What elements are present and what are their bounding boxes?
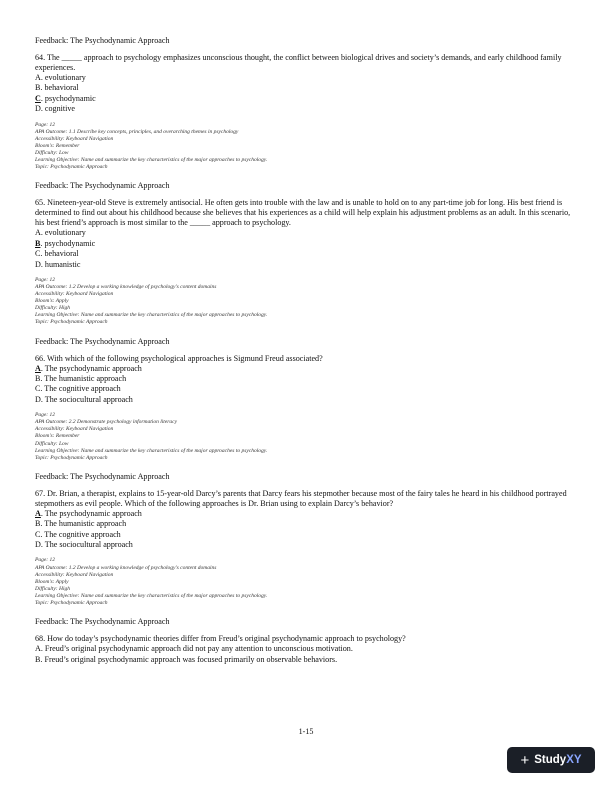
option-text: . humanistic: [40, 259, 81, 269]
plus-icon: +: [520, 751, 530, 769]
option-letter: A: [35, 228, 41, 238]
option-letter: D: [35, 259, 41, 269]
option-text: . evolutionary: [40, 228, 86, 238]
option-letter: D: [35, 104, 41, 114]
answer-option: [35, 530, 580, 540]
metadata-line: Page: 12: [35, 557, 56, 564]
metadata-line: Difficulty: High: [35, 585, 70, 592]
question-metadata: [35, 122, 580, 172]
option-letter: A: [35, 363, 41, 373]
question-block: [35, 354, 580, 462]
answer-option-correct: [35, 239, 580, 249]
question-metadata: [35, 277, 580, 327]
metadata-line: Accessibility: Keyboard Navigation: [35, 291, 114, 298]
document-page: [35, 36, 580, 675]
answer-option-correct: [35, 94, 580, 104]
metadata-line: Learning Objective: Name and summarize the key characteristics of the major approaches to psychology.: [35, 447, 268, 454]
option-text: . The humanistic approach: [40, 519, 127, 529]
question-block: [35, 53, 580, 171]
metadata-line: Bloom's: Apply: [35, 578, 69, 585]
metadata-line: Topic: Psychodynamic Approach: [35, 600, 108, 607]
question-stem: 65. Nineteen-year-old Steve is extremely antisocial. He often gets into trouble with the law and is unable to hold on to any part-time job for long. His best friend is determined to find out about his childhood because she believes that his experiences as a child will help explain his adjustment problems as an adult. In this scenario, his best friend’s approach is most similar to the _____ approach to psychology.: [35, 198, 571, 228]
option-letter: C: [35, 249, 41, 259]
option-letter: C: [35, 93, 41, 103]
option-letter: B: [35, 83, 41, 93]
metadata-line: Difficulty: Low: [35, 440, 69, 447]
metadata-line: Topic: Psychodynamic Approach: [35, 164, 108, 171]
metadata-line: Learning Objective: Name and summarize the key characteristics of the major approaches to psychology.: [35, 592, 268, 599]
option-letter: C: [35, 384, 41, 394]
answer-option: [35, 374, 580, 384]
metadata-line: APA Outcome: 1.2 Develop a working knowledge of psychology's content domains: [35, 284, 217, 290]
metadata-line: APA Outcome: 2.2 Demonstrate psychology information literacy: [35, 419, 178, 426]
option-letter: A: [35, 508, 41, 518]
metadata-line: Accessibility: Keyboard Navigation: [35, 426, 114, 433]
answer-option: [35, 83, 580, 93]
option-text: . The humanistic approach: [40, 373, 127, 383]
option-text: . behavioral: [40, 83, 79, 93]
option-text: . psychodynamic: [40, 238, 96, 248]
option-text: . psychodynamic: [40, 93, 96, 103]
answer-options: [35, 644, 580, 665]
metadata-line: Difficulty: Low: [35, 150, 69, 156]
answer-option: [35, 260, 580, 270]
metadata-line: Learning Objective: Name and summarize the key characteristics of the major approaches to psychology.: [35, 157, 268, 164]
answer-option: [35, 249, 580, 259]
metadata-line: APA Outcome: 1.2 Develop a working knowledge of psychology's content domains: [35, 564, 217, 571]
question-stem: 67. Dr. Brian, a therapist, explains to 15-year-old Darcy’s parents that Darcy fears his stepmother because most of the fairy tales he heard in his childhood portrayed stepmothers as evil people. Which of the following approaches is Dr. Brian using to explain Darcy’s behavior?: [35, 488, 567, 508]
answer-option: [35, 395, 580, 405]
answer-option-correct: [35, 364, 580, 374]
option-letter: A: [35, 644, 41, 654]
answer-option: [35, 644, 580, 654]
feedback-line: Feedback: The Psychodynamic Approach: [35, 36, 170, 45]
metadata-line: Page: 12: [35, 121, 56, 128]
answer-option: [35, 655, 580, 665]
answer-options: [35, 364, 580, 406]
brand-prefix: Study: [534, 754, 567, 766]
option-letter: D: [35, 540, 41, 550]
option-letter: B: [35, 519, 41, 529]
question-block: [35, 489, 580, 607]
answer-options: [35, 228, 580, 270]
metadata-line: Topic: Psychodynamic Approach: [35, 454, 108, 461]
feedback-line: Feedback: The Psychodynamic Approach: [35, 336, 170, 346]
option-text: . The sociocultural approach: [40, 394, 133, 404]
answer-option: [35, 384, 580, 394]
option-letter: D: [35, 394, 41, 404]
answer-option: [35, 73, 580, 83]
option-text: . Freud’s original psychodynamic approach was focused primarily on observable behaviors.: [40, 654, 338, 664]
studyxy-badge[interactable]: [507, 747, 595, 773]
option-text: . behavioral: [40, 249, 79, 259]
metadata-line: Bloom's: Remember: [35, 433, 80, 440]
question-stem: 66. With which of the following psychological approaches is Sigmund Freud associated?: [35, 353, 323, 363]
answer-option: [35, 540, 580, 550]
feedback-line: Feedback: The Psychodynamic Approach: [35, 181, 170, 191]
question-stem: 64. The _____ approach to psychology emphasizes unconscious thought, the conflict between biological drives and society’s demands, and early childhood family experiences.: [35, 53, 562, 72]
option-text: . The cognitive approach: [40, 384, 121, 394]
question-stem: 68. How do today’s psychodynamic theories differ from Freud’s original psychodynamic approach to psychology?: [35, 634, 406, 644]
option-letter: A: [35, 73, 41, 82]
option-letter: B: [35, 654, 41, 664]
answer-option: [35, 104, 580, 114]
option-letter: B: [35, 373, 41, 383]
brand-highlight: XY: [566, 754, 582, 766]
metadata-line: Bloom's: Remember: [35, 142, 80, 149]
metadata-line: Accessibility: Keyboard Navigation: [35, 571, 114, 578]
metadata-line: Topic: Psychodynamic Approach: [35, 319, 108, 326]
question-metadata: [35, 412, 580, 462]
option-text: . evolutionary: [40, 73, 86, 82]
answer-options: [35, 73, 580, 115]
metadata-line: Bloom's: Apply: [35, 298, 69, 305]
metadata-line: Page: 12: [35, 412, 56, 419]
answer-option: [35, 519, 580, 529]
metadata-line: Learning Objective: Name and summarize the key characteristics of the major approaches to psychology.: [35, 312, 268, 319]
feedback-line: Feedback: The Psychodynamic Approach: [35, 471, 170, 481]
question-metadata: [35, 557, 580, 607]
answer-option-correct: [35, 509, 580, 519]
metadata-line: APA Outcome: 1.1 Describe key concepts, principles, and overarching themes in psychology: [35, 128, 239, 135]
question-block: [35, 198, 580, 326]
question-block: [35, 634, 580, 665]
page-number: 1-15: [298, 727, 314, 736]
option-letter: C: [35, 529, 41, 539]
option-text: . Freud’s original psychodynamic approach did not pay any attention to unconscious motivation.: [40, 644, 353, 654]
metadata-line: Accessibility: Keyboard Navigation: [35, 135, 114, 142]
answer-options: [35, 509, 580, 551]
metadata-line: Difficulty: High: [35, 305, 70, 312]
option-text: . cognitive: [40, 104, 76, 114]
option-letter: B: [35, 238, 41, 248]
metadata-line: Page: 12: [35, 276, 56, 283]
feedback-line: Feedback: The Psychodynamic Approach: [35, 617, 170, 627]
option-text: . The psychodynamic approach: [40, 508, 142, 518]
option-text: . The sociocultural approach: [40, 540, 133, 550]
option-text: . The psychodynamic approach: [40, 363, 142, 373]
option-text: . The cognitive approach: [40, 529, 121, 539]
answer-option: [35, 228, 580, 238]
